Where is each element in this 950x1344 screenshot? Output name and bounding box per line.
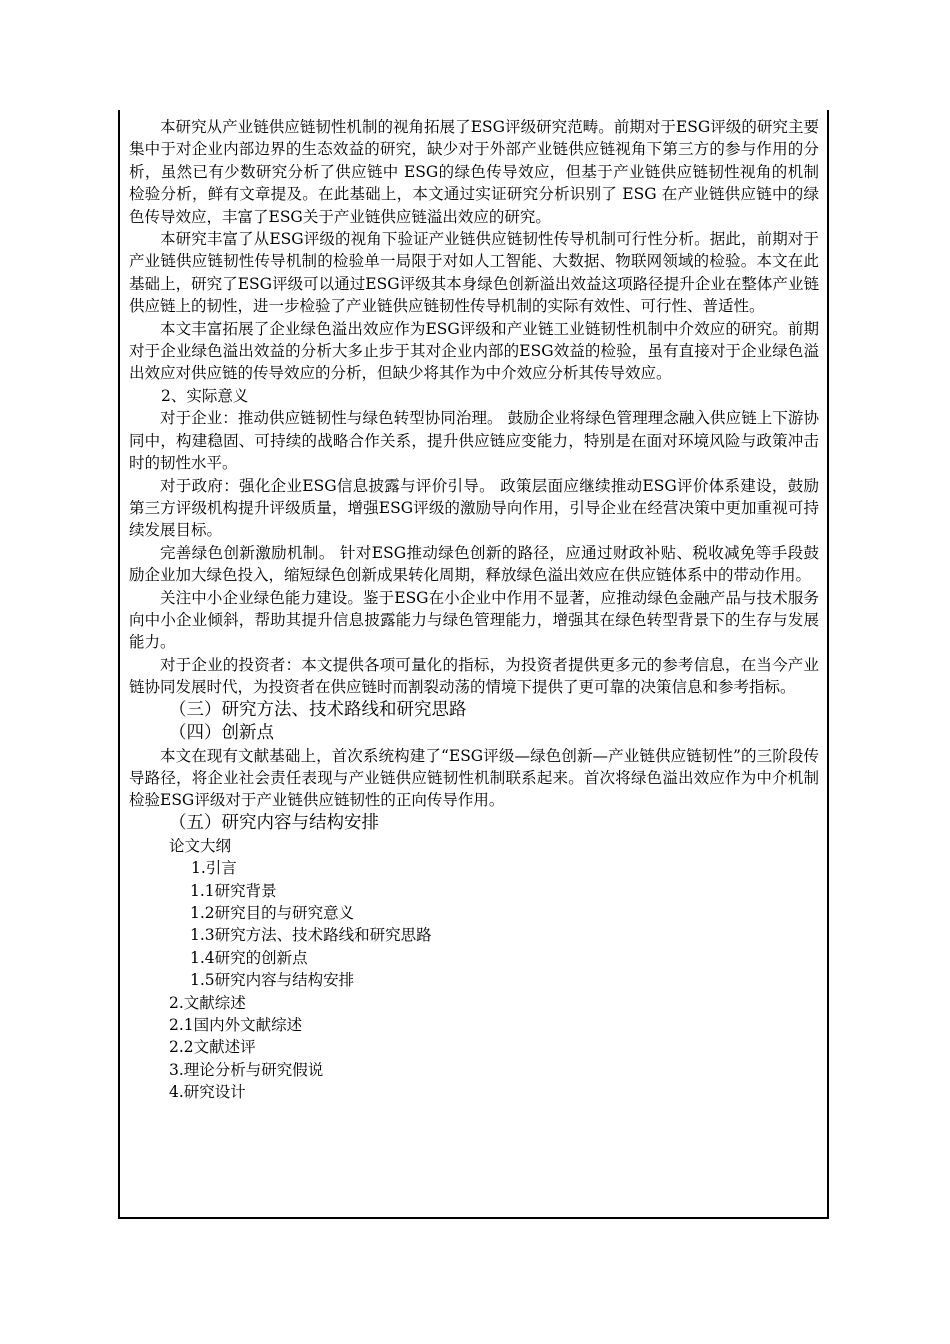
outline-item: 1.4研究的创新点	[190, 948, 308, 967]
cell-content	[129, 116, 819, 1104]
outline-item: 1.1研究背景	[190, 881, 277, 900]
paragraph-mediation-effect: 本文丰富拓展了企业绿色溢出效应作为ESG评级和产业链工业链韧性机制中介效应的研究。前期对于企业绿色溢出效益的分析大多止步于其对企业内部的ESG效益的检验，虽有直接对于企业绿色溢出效应对供应链的传导效应的分析，但缺少将其作为中介效应分析其传导效应。	[129, 319, 819, 383]
outline-item: 2.1国内外文献综述	[169, 1016, 303, 1035]
paragraph-sme-green-capacity: 关注中小企业绿色能力建设。鉴于ESG在小企业中作用不显著，应推动绿色金融产品与技术服务向中小企业倾斜，帮助其提升信息披露能力与绿色管理能力，增强其在绿色转型背景下的生存与发展能力。	[129, 588, 819, 652]
outline-item: 1.引言	[191, 859, 237, 878]
heading-content-structure: （五）研究内容与结构安排	[169, 812, 379, 833]
outline-item: 1.2研究目的与研究意义	[190, 904, 355, 922]
paragraph-for-enterprises: 对于企业：推动供应链韧性与绿色转型协同治理。 鼓励企业将绿色管理理念融入供应链上下游协同中，构建稳固、可持续的战略合作关系，提升供应链应变能力，特别是在面对环境风险与政策冲击时的韧性水平。	[129, 409, 819, 473]
outline	[129, 835, 819, 1104]
paragraph-for-government: 对于政府：强化企业ESG信息披露与评价引导。 政策层面应继续推动ESG评价体系建设，鼓励第三方评级机构提升评级质量，增强ESG评级的激励导向作用，引导企业在经营决策中更加重视可持续发展目标。	[129, 476, 819, 540]
outline-item: 1.3研究方法、技术路线和研究思路	[190, 926, 432, 945]
paragraph-for-investors: 对于企业的投资者：本文提供各项可量化的指标，为投资者提供更多元的参考信息，在当今产业链协同发展时代，为投资者在供应链时而割裂动荡的情境下提供了更可靠的决策信息和参考指标。	[129, 655, 819, 697]
paragraph-innovation: 本文在现有文献基础上，首次系统构建了“ESG评级—绿色创新—产业链供应链韧性”的三阶段传导路径，将企业社会责任表现与产业链供应链韧性机制联系起来。首次将绿色溢出效应作为中介机制检验ESG评级对于产业链供应链韧性的正向传导作用。	[129, 746, 819, 810]
outline-item: 3.理论分析与研究假说	[169, 1060, 324, 1079]
outline-item: 2.文献综述	[169, 993, 246, 1012]
outline-title: 论文大纲	[169, 836, 232, 855]
outline-item: 1.5研究内容与结构安排	[190, 971, 355, 990]
heading-innovation-points: （四）创新点	[169, 722, 274, 743]
heading-research-methods: （三）研究方法、技术路线和研究思路	[169, 699, 467, 720]
paragraph-mechanism-feasibility: 本研究丰富了从ESG评级的视角下验证产业链供应链韧性传导机制可行性分析。据此，前期对于产业链供应链韧性传导机制的检验单一局限于对如人工智能、大数据、物联网领域的检验。本文在此基础上，研究了ESG评级可以通过ESG评级其本身绿色创新溢出效益这项路径提升企业在整体产业链供应链上的韧性，进一步检验了产业链供应链韧性传导机制的实际有效性、可行性、普适性。	[129, 230, 819, 316]
section-heading-practical-significance: 2、实际意义	[161, 386, 249, 405]
paragraph-research-scope: 本研究从产业链供应链韧性机制的视角拓展了ESG评级研究范畴。前期对于ESG评级的研究主要集中于对企业内部边界的生态效益的研究，缺少对于外部产业链供应链视角下第三方的参与作用的分析，虽然已有少数研究分析了供应链中 ESG的绿色传导效应，但基于产业链供应链韧性视角的机制检验分析，鲜有文章提及。在此基础上，本文通过实证研究分析识别了 ESG 在产业链供应链中的绿色传导效应，丰富了ESG关于产业链供应链溢出效应的研究。	[129, 118, 819, 226]
outline-item: 2.2文献述评	[169, 1038, 256, 1057]
table-cell-frame	[118, 110, 829, 1219]
paragraph-green-incentives: 完善绿色创新激励机制。 针对ESG推动绿色创新的路径，应通过财政补贴、税收减免等手段鼓励企业加大绿色投入，缩短绿色创新成果转化周期，释放绿色溢出效应在供应链体系中的带动作用。	[129, 543, 819, 585]
outline-item: 4.研究设计	[169, 1083, 246, 1102]
